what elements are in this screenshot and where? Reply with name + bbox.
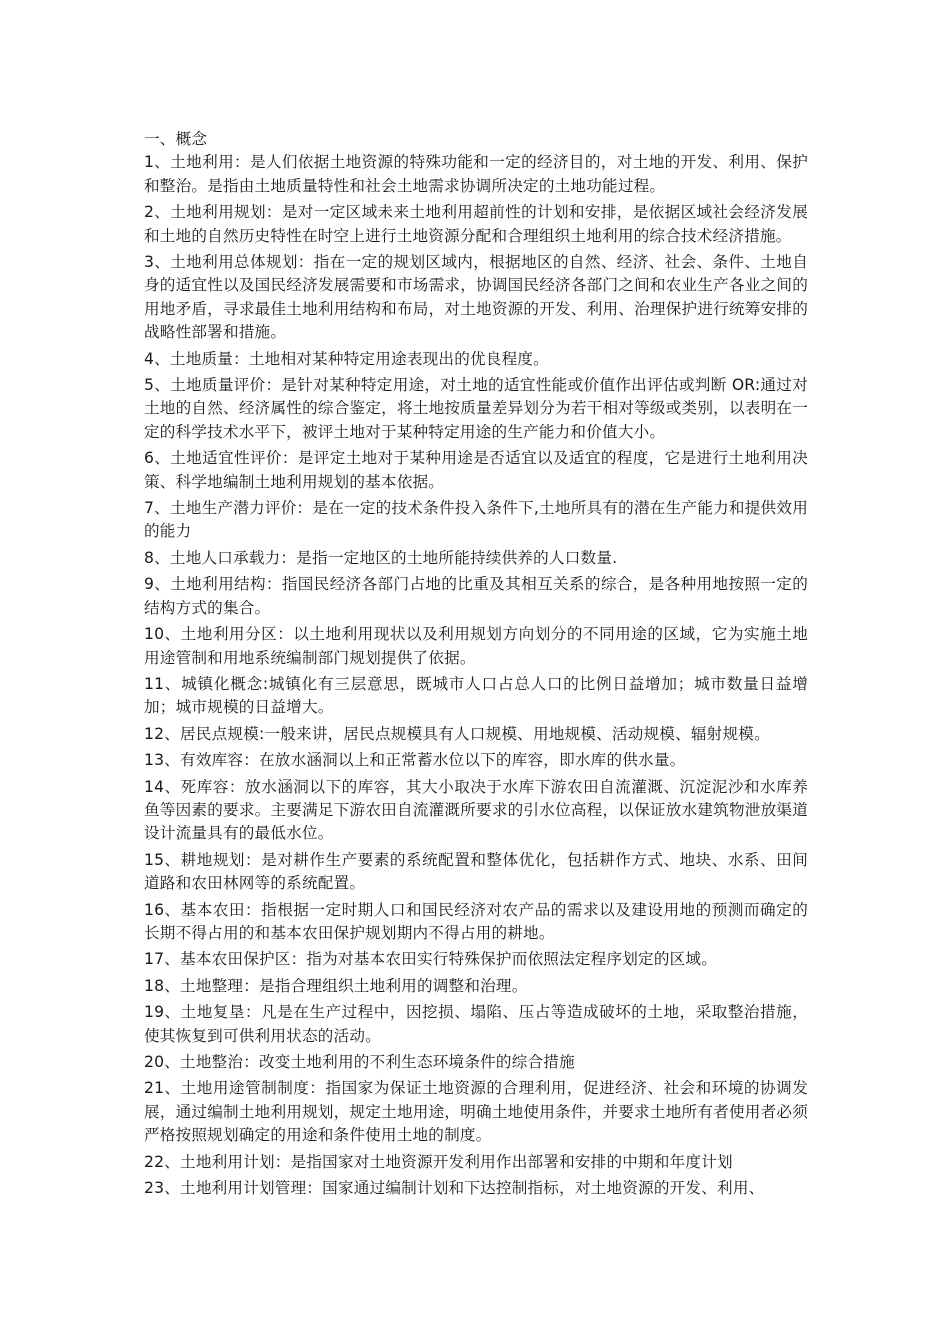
- definition-13: 13、有效库容：在放水涵洞以上和正常蓄水位以下的库容，即水库的供水量。: [144, 751, 686, 770]
- definition-16: 16、基本农田：指根据一定时期人口和国民经济对农产品的需求以及建设用地的预测而确定的长期不得占用的和基本农田保护规划期内不得占用的耕地。: [144, 900, 808, 942]
- document-body: [144, 128, 808, 1203]
- definition-10: 10、土地利用分区：以土地利用现状以及利用规划方向划分的不同用途的区域，它为实施土地用途管制和用地系统编制部门规划提供了依据。: [144, 625, 808, 667]
- definition-20: 20、土地整治：改变土地利用的不利生态环境条件的综合措施: [144, 1053, 575, 1072]
- definition-7: 7、土地生产潜力评价：是在一定的技术条件投入条件下,土地所具有的潜在生产能力和提供效用的能力: [144, 499, 808, 541]
- definition-2: 2、土地利用规划：是对一定区域未来土地利用超前性的计划和安排，是依据区域社会经济发展和土地的自然历史特性在时空上进行土地资源分配和合理组织土地利用的综合技术经济措施。: [144, 203, 808, 245]
- definition-23: 23、土地利用计划管理：国家通过编制计划和下达控制指标，对土地资源的开发、利用、: [144, 1179, 765, 1198]
- definition-14: 14、死库容：放水涵洞以下的库容，其大小取决于水库下游农田自流灌溉、沉淀泥沙和水库养鱼等因素的要求。主要满足下游农田自流灌溉所要求的引水位高程，以保证放水建筑物泄放渠道设计流量具有的最低水位。: [144, 777, 808, 843]
- definition-1: 1、土地利用：是人们依据土地资源的特殊功能和一定的经济目的，对土地的开发、利用、保护和整治。是指由土地质量特性和社会土地需求协调所决定的土地功能过程。: [144, 153, 808, 195]
- definition-18: 18、土地整理：是指合理组织土地利用的调整和治理。: [144, 976, 528, 995]
- definition-19: 19、土地复垦：凡是在生产过程中，因挖损、塌陷、压占等造成破坏的土地，采取整治措施，使其恢复到可供利用状态的活动。: [144, 1003, 808, 1045]
- definition-15: 15、耕地规划：是对耕作生产要素的系统配置和整体优化，包括耕作方式、地块、水系、田间道路和农田林网等的系统配置。: [144, 850, 808, 893]
- definition-4: 4、土地质量：土地相对某种特定用途表现出的优良程度。: [144, 349, 549, 368]
- definition-22: 22、土地利用计划：是指国家对土地资源开发利用作出部署和安排的中期和年度计划: [144, 1152, 733, 1171]
- definition-3: 3、土地利用总体规划：指在一定的规划区域内，根据地区的自然、经济、社会、条件、土地自身的适宜性以及国民经济发展需要和市场需求，协调国民经济各部门之间和农业生产各业之间的用地矛盾，寻求最佳土地利用结构和布局，对土地资源的开发、利用、治理保护进行统筹安排的战略性部署和措施。: [144, 253, 808, 342]
- definition-6: 6、土地适宜性评价：是评定土地对于某种用途是否适宜以及适宜的程度，它是进行土地利用决策、科学地编制土地利用规划的基本依据。: [144, 449, 808, 491]
- definition-11: 11、城镇化概念:城镇化有三层意思，既城市人口占总人口的比例日益增加；城市数量日益增加；城市规模的日益增大。: [144, 674, 808, 717]
- definition-12: 12、居民点规模:一般来讲，居民点规模具有人口规模、用地规模、活动规模、辐射规模。: [144, 724, 770, 743]
- definition-17: 17、基本农田保护区：指为对基本农田实行特殊保护而依照法定程序划定的区域。: [144, 950, 718, 969]
- definition-5: 5、土地质量评价：是针对某种特定用途，对土地的适宜性能或价值作出评估或判断 OR:通过对土地的自然、经济属性的综合鉴定，将土地按质量差异划分为若干相对等级或类别，以表明在一定的科学技术水平下，被评土地对于某种特定用途的生产能力和价值大小。: [144, 376, 808, 441]
- definition-9: 9、土地利用结构：指国民经济各部门占地的比重及其相互关系的综合，是各种用地按照一定的结构方式的集合。: [144, 575, 808, 617]
- definition-21: 21、土地用途管制制度：指国家为保证土地资源的合理利用，促进经济、社会和环境的协调发展，通过编制土地利用规划，规定土地用途，明确土地使用条件，并要求土地所有者使用者必须严格按照规划确定的用途和条件使用土地的制度。: [144, 1079, 808, 1145]
- definition-8: 8、土地人口承载力：是指一定地区的土地所能持续供养的人口数量.: [144, 548, 618, 567]
- section-heading: 一、概念: [144, 130, 208, 148]
